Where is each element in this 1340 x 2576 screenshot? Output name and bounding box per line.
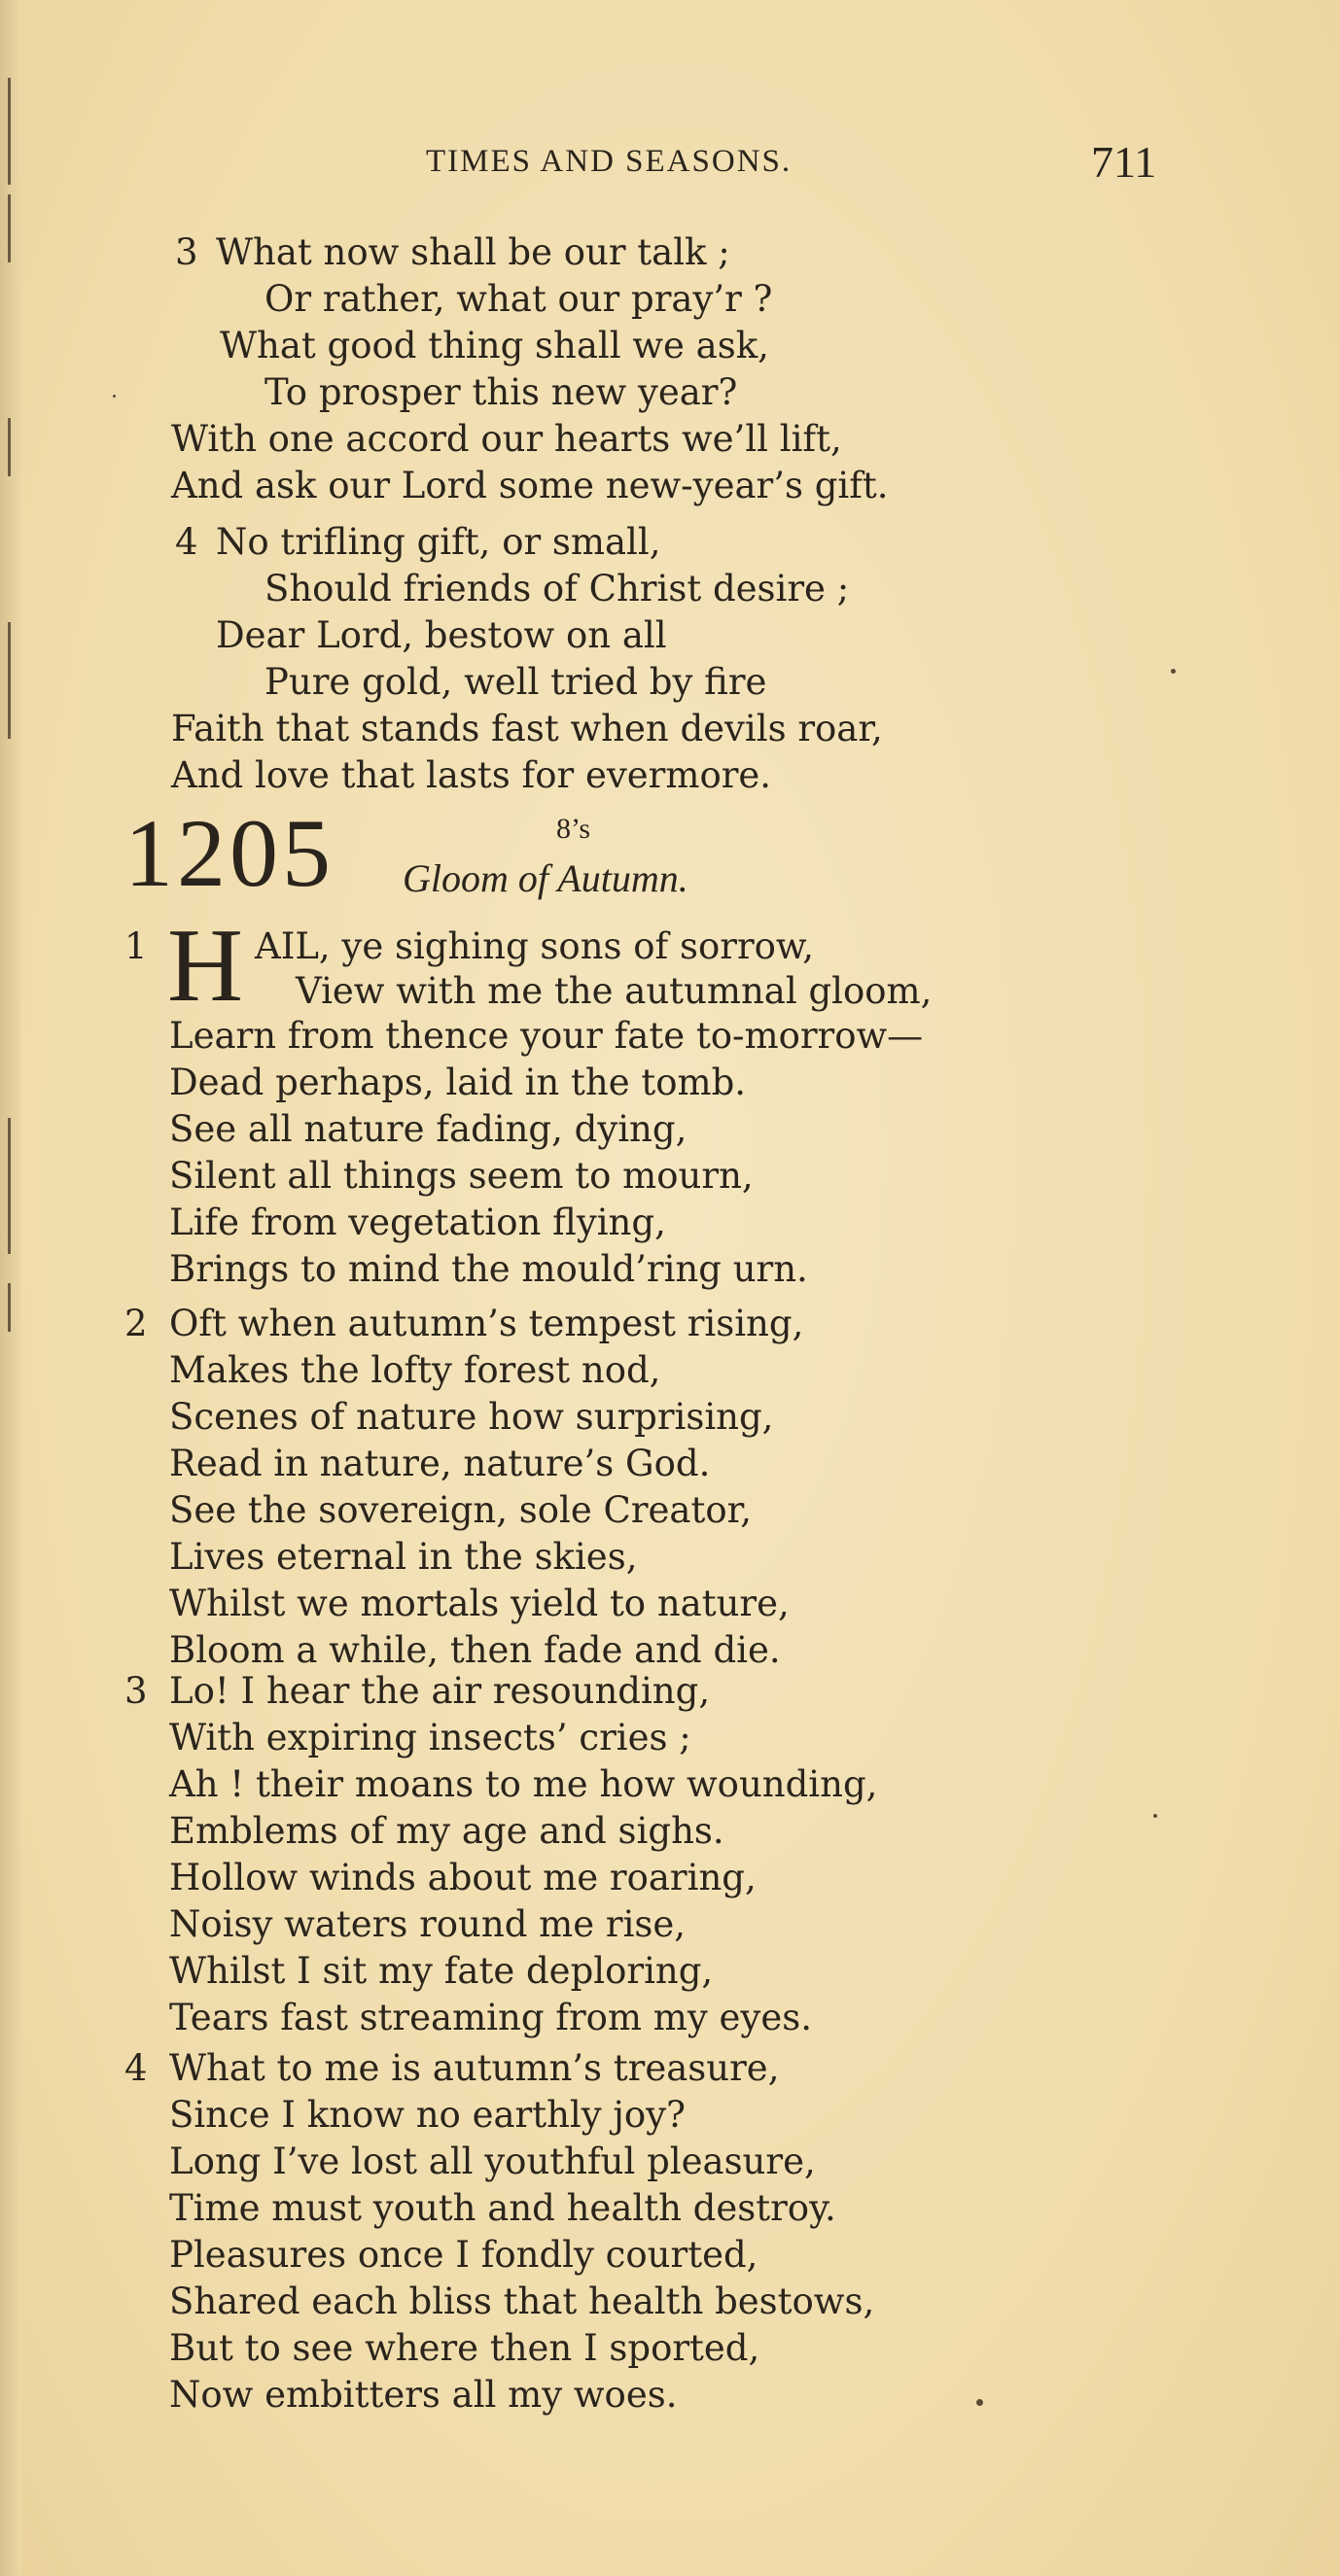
- verse-line: And love that lasts for evermore.: [171, 754, 772, 796]
- verse-line: Oft when autumn’s tempest rising,: [169, 1303, 804, 1344]
- verse-line: Time must youth and health destroy.: [169, 2187, 836, 2229]
- verse-line: Faith that stands fast when devils roar,: [171, 708, 883, 749]
- verse-line: No trifling gift, or small,: [216, 521, 661, 563]
- verse-line: Pure gold, well tried by fire: [264, 661, 767, 703]
- verse-line: Whilst we mortals yield to nature,: [169, 1583, 790, 1624]
- verse-line: Tears fast streaming from my eyes.: [169, 1997, 812, 2038]
- verse-number: 2: [124, 1303, 148, 1344]
- gutter-mark: [8, 622, 11, 739]
- paper-speck: [113, 395, 116, 398]
- verse-line: Life from vegetation flying,: [169, 1201, 666, 1243]
- verse-line: Lo! I hear the air resounding,: [169, 1670, 711, 1712]
- verse-number: 4: [124, 2047, 148, 2089]
- verse-line: Or rather, what our pray’r ?: [264, 278, 773, 320]
- verse-line: Silent all things seem to mourn,: [169, 1155, 754, 1197]
- verse-line: Dear Lord, bestow on all: [216, 614, 667, 656]
- verse-line: Hollow winds about me roaring,: [169, 1857, 757, 1898]
- verse-line: What good thing shall we ask,: [220, 325, 769, 366]
- verse-line: Noisy waters round me rise,: [169, 1903, 687, 1945]
- hymn-number: 1205: [124, 799, 335, 907]
- verse-line: Pleasures once I fondly courted,: [169, 2234, 758, 2276]
- verse-line: Long I’ve lost all youthful pleasure,: [169, 2141, 816, 2182]
- verse-line: View with me the autumnal gloom,: [296, 970, 933, 1012]
- verse-number: 4: [175, 521, 198, 563]
- verse-line: Since I know no earthly joy?: [169, 2094, 686, 2136]
- verse-line: Bloom a while, then fade and die.: [169, 1629, 781, 1671]
- verse-number: 3: [175, 231, 198, 273]
- page-number: 711: [1091, 137, 1157, 187]
- binding-gutter: [0, 0, 21, 2576]
- verse-line: With expiring insects’ cries ;: [169, 1717, 691, 1758]
- verse-line: See the sovereign, sole Creator,: [169, 1489, 753, 1531]
- gutter-mark: [8, 194, 11, 262]
- verse-line: Lives eternal in the skies,: [169, 1536, 638, 1578]
- verse-line: Shared each bliss that health bestows,: [169, 2280, 875, 2322]
- verse-number: 1: [124, 925, 148, 967]
- hymn-meter: 8’s: [556, 813, 591, 845]
- verse-line: To prosper this new year?: [264, 371, 738, 413]
- verse-line: With one accord our hearts we’ll lift,: [171, 418, 842, 460]
- gutter-mark: [8, 1283, 11, 1332]
- verse-line: But to see where then I sported,: [169, 2327, 760, 2369]
- verse-line: Now embitters all my woes.: [169, 2374, 678, 2416]
- verse-line: Should friends of Christ desire ;: [264, 568, 850, 609]
- verse-line: AIL, ye sighing sons of sorrow,: [255, 925, 814, 967]
- verse-line: Read in nature, nature’s God.: [169, 1443, 711, 1484]
- drop-cap: H: [167, 908, 243, 1024]
- paper-speck: [1171, 669, 1176, 674]
- verse-line: Whilst I sit my fate deploring,: [169, 1950, 714, 1992]
- verse-line: What now shall be our talk ;: [216, 231, 730, 273]
- verse-line: Scenes of nature how surprising,: [169, 1396, 774, 1438]
- verse-line: And ask our Lord some new-year’s gift.: [171, 465, 889, 506]
- tune-name: Gloom of Autumn.: [403, 856, 688, 900]
- verse-number: 3: [124, 1670, 148, 1712]
- running-title: TIMES AND SEASONS.: [426, 144, 793, 179]
- verse-line: What to me is autumn’s treasure,: [169, 2047, 780, 2089]
- verse-line: Emblems of my age and sighs.: [169, 1810, 724, 1852]
- verse-line: Ah ! their moans to me how wounding,: [169, 1763, 878, 1805]
- paper-speck: [976, 2399, 983, 2406]
- verse-line: Makes the lofty forest nod,: [169, 1349, 661, 1391]
- gutter-mark: [8, 418, 11, 476]
- verse-line: Learn from thence your fate to-morrow—: [169, 1015, 924, 1057]
- gutter-mark: [8, 1118, 11, 1254]
- verse-line: Dead perhaps, laid in the tomb.: [169, 1062, 747, 1103]
- verse-line: Brings to mind the mould’ring urn.: [169, 1248, 808, 1290]
- paper-speck: [1153, 1814, 1157, 1818]
- page-header: [0, 136, 1340, 194]
- verse-line: See all nature fading, dying,: [169, 1108, 688, 1150]
